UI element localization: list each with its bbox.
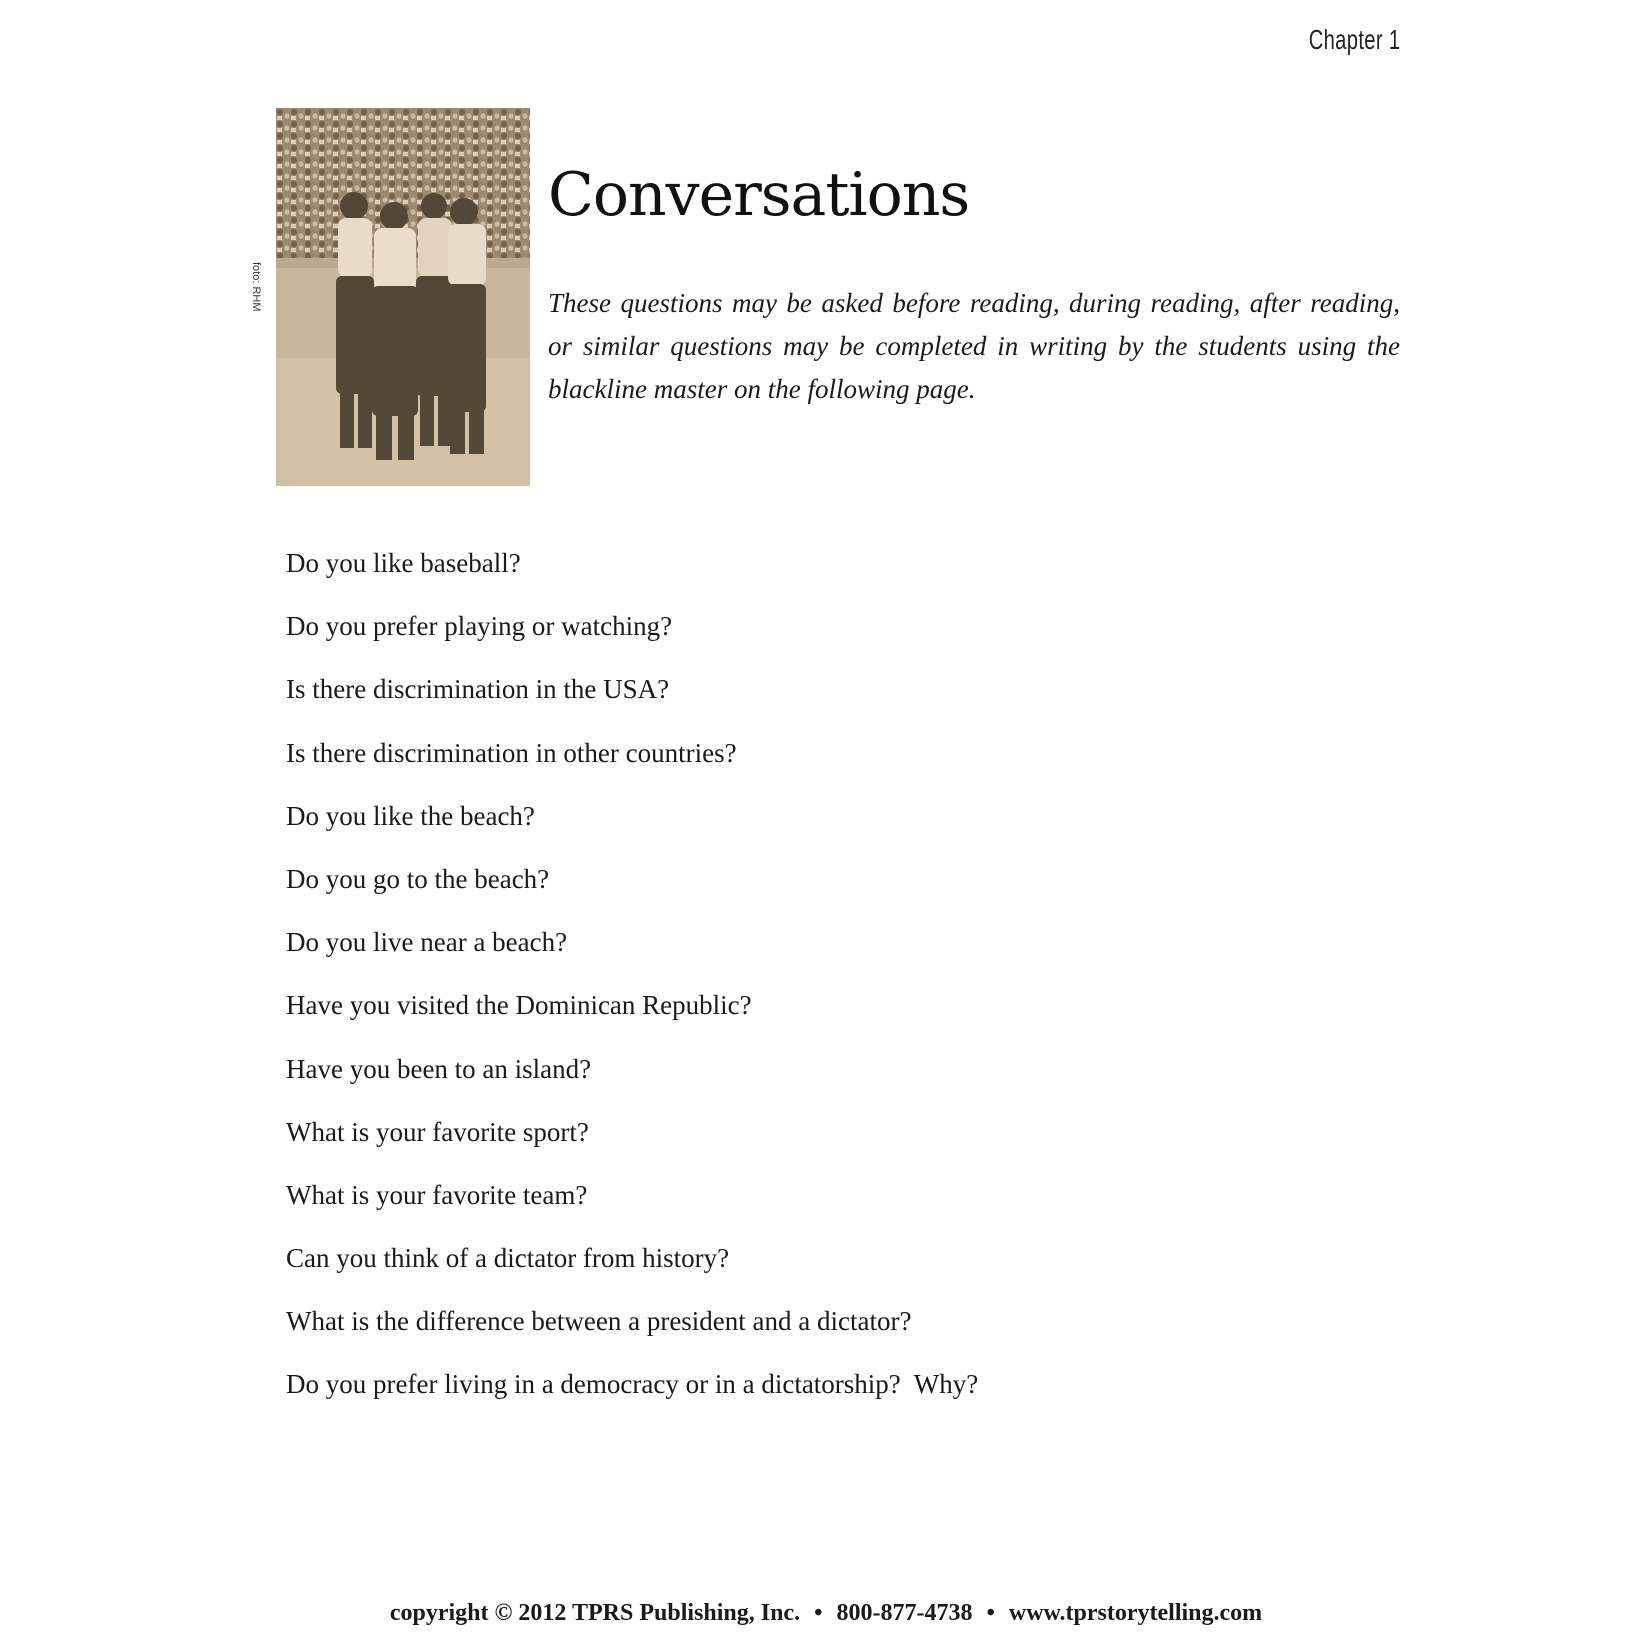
chapter-label: Chapter 1 [1308,24,1400,55]
photo-credit: foto: RHM [250,262,262,312]
question-item: What is the difference between a president and a dictator? [286,1306,912,1337]
umpires-photo [276,108,530,486]
question-list [286,543,978,1428]
question-item: Is there discrimination in the USA? [286,674,670,705]
question-item: What is your favorite team? [286,1179,588,1210]
question-item: Have you visited the Dominican Republic? [286,990,752,1021]
question-item: Do you live near a beach? [286,927,568,958]
footer-copyright: copyright © 2012 TPRS Publishing, Inc. [389,1600,801,1626]
question-item: Have you been to an island? [286,1053,592,1084]
intro-paragraph: These questions may be asked before reading, during reading, after reading, or similar questions may be completed in writing by the students using the blackline master on the following page. [548,288,1400,404]
question-item: Can you think of a dictator from history? [286,1243,730,1274]
footer-separator: • [814,1600,823,1626]
footer-phone: 800-877-4738 [836,1600,973,1626]
question-item: What is your favorite sport? [286,1116,589,1147]
page-footer [0,1600,1652,1627]
question-item: Do you prefer playing or watching? [286,611,673,642]
question-item: Do you like baseball? [286,548,521,578]
question-item: Do you prefer living in a democracy or in a dictatorship? Why? [286,1369,979,1400]
footer-separator: • [986,1600,995,1626]
footer-website: www.tprstorytelling.com [1008,1600,1263,1626]
question-item: Do you go to the beach? [286,863,550,894]
question-item: Is there discrimination in other countries? [286,737,737,768]
question-item: Do you like the beach? [286,800,535,831]
page-title: Conversations [548,160,970,230]
